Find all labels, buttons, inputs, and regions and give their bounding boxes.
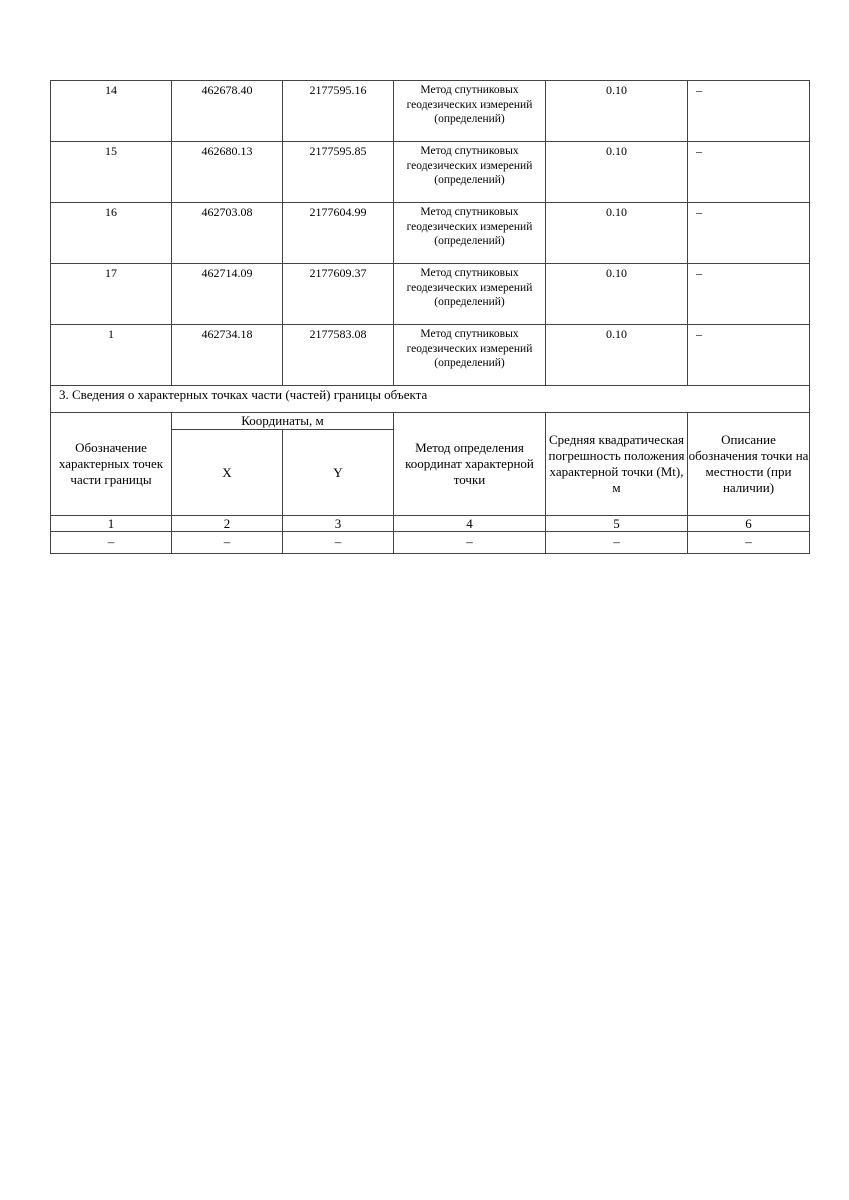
column-numbers-row — [51, 516, 810, 532]
column-number: 2 — [172, 516, 283, 532]
point-id: 17 — [51, 264, 172, 325]
point-y: 2177583.08 — [283, 325, 394, 386]
header-coordinates: Координаты, м — [172, 413, 394, 430]
point-y: 2177595.85 — [283, 142, 394, 203]
point-method: Метод спутниковых геодезических измерений (определений) — [394, 203, 546, 264]
header-y: Y — [283, 430, 394, 516]
point-x: 462734.18 — [172, 325, 283, 386]
column-number: 5 — [546, 516, 688, 532]
header-description: Описание обозначения точки на местности (при наличии) — [688, 413, 810, 516]
section-title: 3. Сведения о характерных точках части (частей) границы объекта — [51, 386, 810, 413]
point-error: 0.10 — [546, 325, 688, 386]
header-designation: Обозначение характерных точек части границы — [51, 413, 172, 516]
table-row — [51, 325, 810, 386]
coordinates-table — [50, 80, 810, 554]
point-error: 0.10 — [546, 264, 688, 325]
point-x: 462680.13 — [172, 142, 283, 203]
point-id: 1 — [51, 325, 172, 386]
empty-cell: – — [283, 532, 394, 554]
empty-cell: – — [688, 532, 810, 554]
point-error: 0.10 — [546, 142, 688, 203]
column-number: 3 — [283, 516, 394, 532]
point-description: – — [688, 81, 810, 142]
point-method: Метод спутниковых геодезических измерений (определений) — [394, 142, 546, 203]
point-id: 16 — [51, 203, 172, 264]
header-method: Метод определения координат характерной точки — [394, 413, 546, 516]
point-id: 15 — [51, 142, 172, 203]
section-title-row — [51, 386, 810, 413]
point-error: 0.10 — [546, 81, 688, 142]
column-number: 4 — [394, 516, 546, 532]
point-description: – — [688, 142, 810, 203]
point-y: 2177604.99 — [283, 203, 394, 264]
empty-cell: – — [394, 532, 546, 554]
point-x: 462714.09 — [172, 264, 283, 325]
table-row — [51, 264, 810, 325]
header-error-text: Средняя квадратическая погрешность положения характерной точки (Mt), м — [548, 432, 685, 495]
empty-cell: – — [172, 532, 283, 554]
point-method: Метод спутниковых геодезических измерений (определений) — [394, 81, 546, 142]
empty-cell: – — [546, 532, 688, 554]
table-row — [51, 81, 810, 142]
point-description: – — [688, 203, 810, 264]
empty-cell: – — [51, 532, 172, 554]
table-row — [51, 142, 810, 203]
point-description: – — [688, 325, 810, 386]
point-id: 14 — [51, 81, 172, 142]
header-row — [51, 413, 810, 430]
column-number: 6 — [688, 516, 810, 532]
point-method: Метод спутниковых геодезических измерений (определений) — [394, 264, 546, 325]
header-x: X — [172, 430, 283, 516]
header-error — [546, 413, 688, 516]
column-number: 1 — [51, 516, 172, 532]
point-method: Метод спутниковых геодезических измерений (определений) — [394, 325, 546, 386]
table-row — [51, 203, 810, 264]
point-description: – — [688, 264, 810, 325]
point-x: 462678.40 — [172, 81, 283, 142]
table-row — [51, 532, 810, 554]
point-y: 2177609.37 — [283, 264, 394, 325]
point-error: 0.10 — [546, 203, 688, 264]
point-x: 462703.08 — [172, 203, 283, 264]
point-y: 2177595.16 — [283, 81, 394, 142]
